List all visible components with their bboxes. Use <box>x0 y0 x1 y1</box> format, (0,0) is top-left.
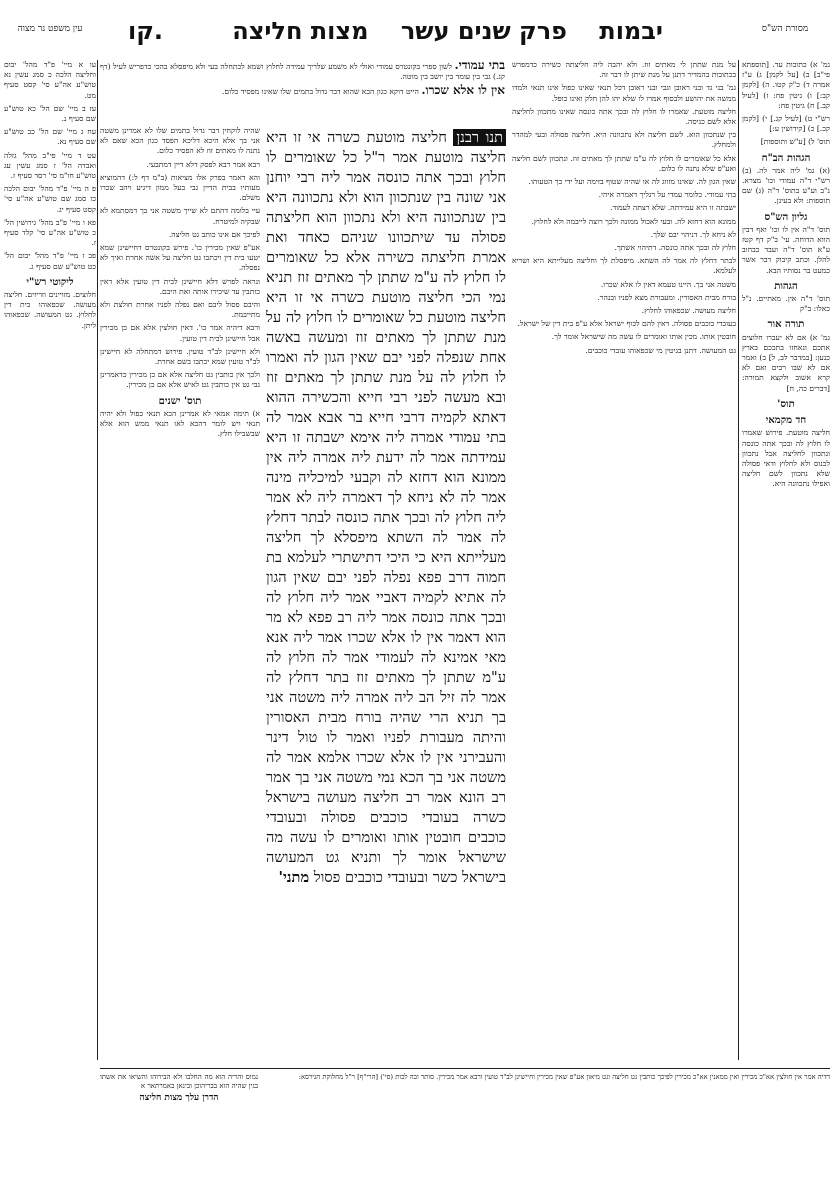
rashi-comment: חובטין אותו. מכין אותו ואומרים לו עשה מה שישראל אומר לך. <box>551 332 736 342</box>
footer-left-note <box>100 1073 258 1103</box>
tosafot-yeshanim-text: א) תימה אמאי לא אמרינן הכא תנאי כפול ולא יהיה תנאי ויש לומר דהכא לאו תנאי ממש הוא אלא שבשבילו חלץ. <box>100 408 260 439</box>
rashi-comment: ממונא הוא דחזא לה. ובעי לאכול ממונה ולכך רוצה לייבמה ולא לחלוץ. <box>531 216 736 226</box>
bach-heading: הגהות הב"ח <box>761 152 811 164</box>
tosafot-lead: בתי עמודי. <box>454 60 505 72</box>
tosafot-heading: תוס' <box>777 398 795 410</box>
tosafot-text: לשון ספרי בקונטרס עמודי ואולי לא משמע שלריך עמידה לחלוץ ושמא לכתחלה בעי ולא מיפסלא בהכי כדפריש לעיל (דף קג.) גבי בין עומד בין יושב בין מוטה. <box>100 62 505 82</box>
masoret-column <box>742 60 830 1060</box>
rashi-list <box>512 60 736 356</box>
likutei-rashi-heading: ליקוטי רש"י <box>26 276 74 288</box>
rashi-comment: על מנת שתתן לי מאתים זוז. ולא יהבה ליה חליצתה כשירה כדמפרש בכתובות בהמדיר דתנן על מנת שיתן לו דבר זה. <box>512 60 736 80</box>
ein-mishpat-item: עז ב מיי' שם הל' כא טוש"ע שם סעיף נ. <box>4 103 96 124</box>
tosafot-comment: לפיכך אם אינו כותב גט חליצה. <box>168 229 260 239</box>
tosafot-comment: שהיה לוקחין דבר גדול בתמים שלו לא אמרינן משטה אני בך אלא היכא דליכא הפסד כגון הכא שאם לא נתנה לו מאתים זוז לא הפסיד כלום. <box>100 126 260 156</box>
bach-text: (א) גמ' ליה אמר לה. (ב) רש"י ד"ה עמודי וכו' מצרא. נ"ב וע"ע בתוס' ד"ה (ג) שם תוספות: ולא בעינן. <box>742 165 830 206</box>
column-divider <box>97 60 98 1060</box>
chad-mikamai-text: חליצה מוטעת. פירוש שאמרו לו חלוץ לה ובכך אתה כונסה ונתכוון לחליצה אבל נתכוון לכנוס ולא לחלוץ ודאי פסולה שלא נתכוון לשם חליצה ואפילו נתכוונה היא. <box>742 428 830 489</box>
rashi-comment: גט המעושה. דתנן בגיטין מי שכפאוהו עובדי כוכבים. <box>585 345 736 355</box>
masoret-item: רש"י ט) [לעיל קג.] י) [לקמן קכ.] כ) [קידושין ע:] <box>742 114 830 134</box>
tosafot-comment: ונראה לפרש דלא חיישינן לבית דין טועין אלא דאין כותבין עד שיכירו אותה ואת היבם. <box>100 276 260 296</box>
torah-or-heading: תורה אור <box>767 319 805 331</box>
rashi-comment: בין שנתכוון הוא. לשם חליצה ולא נתכוונה היא. חליצה פסולה ובעי למהדר ולמחלץ. <box>512 130 736 150</box>
tosafot-comment: והיבם פסול ליבם ואם נפלה לפניו אחרת חולצת ולא מתייבמת. <box>100 300 260 320</box>
rashi-column <box>512 60 736 1045</box>
gemara-text: חליצה מוטעת כשרה אי זו היא חליצה מוטעת אמר ר"ל כל שאומרים לו חלוץ ובכך אתה כונסה אמר ליה רבי יוחנן אני שונה בין שנתכוון הוא ולא נתכוונה היא בין שנתכוונה היא ולא נתכוון הוא חליצתה פסולה עד שיתכוונו שניהם כאחד ואת אמרת חליצתה כשירה אלא כל שאומרים לו חלוץ לה ע"מ שתתן לך מאתים זוז תניא נמי הכי חליצה מוטעת כשרה אי זו היא חליצה מוטעת כל שאומרים לו חלוץ לה על מנת שתתן לך מאתים זוז ומעשה באשה אחת שנפלה לפני יבם שאין הגון לה ואמרו לו חלוץ לה על מנת שתתן לך מאתים זוז ובא מעשה לפני רבי חייא והכשירה ההוא דאתא לקמיה דרבי חייא בר אבא אמר לה בתי עמודי אמרה ליה אימא ישבתה זו היא עמידתה אמר לה ידעת ליה אמרה ליה אין ממונא הוא דחזא לה וקבעי למיכליה מינה אמר לה לא ניחא לך דאמרה ליה לא אמר ליה חלוץ לה ובכך אתה כונסה לבתר דחלץ לה אמר לה השתא מיפסלא לך חליצה מעלייתא היא כי היכי דתישתרי לעלמא בת חמוה דרב פפא נפלה לפני יבם שאין הגון לה אתיא לקמיה דאביי אמר ליה חלוץ לה ובכך אתה כונסה אמר ליה רב פפא לא מר הוא דאמר אין לו אלא שכרו אמר ליה אנא מאי אמינא לה לעמודי אמר לה חלוץ לה ע"מ שתתן לך מאתים זוז בתר דחלץ לה אמר לה זיל הב ליה אמרה ליה משטה אני בך תניא הרי שהיה בורח מבית האסורין והיתה מעבורת לפניו ואמר לו טול דינר והעבירני אין לו אלא שכרו אלמא אמר לה משטה אני בך הכא נמי משטה אני בך אמר רב הונא אמר רב חליצה מעושה בישראל כשרה בעובדי כוכבים פסולה ובעובדי כוכבים חובטין אותו ואומרים לו עשה מה שישראל אומר לך ותניא גט המעושה בישראל כשר ובעובדי כוכבים פסול <box>266 129 506 886</box>
masoret-hashas-label: מסורת הש"ס <box>761 24 809 34</box>
rashi-comment: בעובדי כוכבים פסולה. דאין להם לכוף ישראל אלא ע"פ בית דין של ישראל. <box>517 319 736 329</box>
hadran: הדרן עלך מצות חליצה <box>139 1093 219 1103</box>
rashi-comment: לא ניחא לך. דניהוי יבם שלך. <box>650 229 736 239</box>
mishnah-marker: מתני' <box>278 869 310 886</box>
ein-mishpat-item: פא ו מיי' פ"ב מהל' גירושין הל' כ טוש"ע אה"ע סי' קלד סעיף ז. <box>4 217 96 248</box>
tosafot-comment: ולא חיישינן לב"ד טועין. פירוש דמתחלה לא חיישינן לב"ד טועין שמא יכתבו בשם אחרת. <box>100 346 260 367</box>
rashi-comment: חליצה מוטעת. שאמרו לו חלוץ לה ובכך אתה כונסה שאינו מתכוון לחליצה אלא לשם כניסה. <box>512 106 736 127</box>
rashi-comment: אלא כל שאומרים לו חלוץ לה ע"מ שתתן לך מאתים זוז. ונתכוון לשם חליצה ואע"פ שלא נתנה לו כלום. <box>512 153 736 173</box>
ein-mishpat-item: פב ז מיי' פ"ד מהל' יבום הל' כט טוש"ע שם סעיף ג. <box>4 251 96 271</box>
ein-mishpat-item: פ ה מיי' פ"ד מהל' יבום הלכה כו סמג שם טוש"ע אה"ע סי' קסט סעיף יג. <box>4 184 96 214</box>
footer-left-text: נמוס והריה הוא מה החלבו ולא הבירוהו והשיאו את אשתו בגין שהיה הוא בבריהוכן ובינאן באמרתאר א <box>100 1073 258 1090</box>
rashi-comment: משטה אני בך. היינו טעמא דאין לו אלא שכרו. <box>600 279 736 289</box>
masoret-item: גמ' א) כתובות עד. [תוספתא פי"ב] ב) [על לקמן] ג) ע"ז אמרה ד) כ"ק קטו. ה) [לקמן קב:] ו) גיטין פח: ז) [לעיל קב.] ח) גיטין פח: <box>742 60 830 110</box>
tosafot-text: הייט דוקא כגון הכא שהוא דבר גדול בתמים שלו שאינו מפסיד כלום. <box>222 87 419 97</box>
folio-number: קו. <box>128 17 164 45</box>
rashi-comment: בתי עמודי. כלומר עמדי על רגליך דאמרה איהי. <box>598 190 736 200</box>
ein-mishpat-column <box>4 60 96 1060</box>
rashi-comment: לבתר דחלץ לה אמר לה השתא. מיפסלת לך וחליצה מעלייתא היא ושריא לעלמא. <box>512 256 736 276</box>
ein-mishpat-item: עח ג מיי' שם הל' כב טוש"ע שם סעיף נא. <box>4 127 96 147</box>
gilyon-text: תוס' ד"ה אין לו וכו' ואף דבין הווא הדוחה. עי' ב"ק דף קטז ע"א תוס' ד"ה ועבד כבחוב להלן. וכתב קיבוק דבר אשר כמעט בר נסותיו הבא. <box>742 224 830 275</box>
tosafot-comment: רבא אמר רבא לפסק דלא דיין דמתבעי. <box>146 159 260 169</box>
rashi-comment: חליצה מעושה. שכפאוהו לחלוץ. <box>641 306 736 316</box>
hagahot-text: תוס' ד"ה אין. מאתיים. נ"ל כאלו: ב"ק <box>742 294 830 314</box>
rashi-comment: ישבתה זו היא עמידתה. שלא רצתה לעמוד. <box>610 203 736 213</box>
masoret-item: תוס' ל) [ע"ש ותוספות] <box>760 137 830 147</box>
ein-mishpat-list <box>4 60 96 272</box>
tosafot-yeshanim-heading: תוס' ישנים <box>158 395 202 407</box>
tractate-name: יבמות <box>599 17 663 45</box>
rashi-comment: חלוץ לה ובכך אתה כונסה. דתיהוי אשתך. <box>614 243 736 253</box>
rashi-comment: בורח מבית האסורין. ומעבורת מצא לפניו ובנהר. <box>597 292 736 302</box>
gilyon-heading: גליון הש"ס <box>764 211 808 223</box>
chad-mikamai-heading: חד מקמאי <box>765 415 807 427</box>
hagahot-heading: הגהות <box>774 280 798 292</box>
tosafot-column <box>100 126 260 1046</box>
footer-notes: דדיה אמר אין חולצין אא"כ מכירין ואין ממאנין אא"כ מכירין לפיכך כותבין גט חליצה וגט מיאון אע"פ שאין מכירין וחיישינן לב"ד טועין ורבא אמר מכירין. סותר ובה לכות (סי') [הרי"ף] ר"ל מחלוקת הגירסא: <box>298 1073 830 1081</box>
tosafot-top <box>100 60 505 124</box>
gemara-opening-word: תנו רבנן <box>453 129 506 146</box>
rashi-comment: שאין הגון לה. שאינו מזווג לה או שהיה שטוף בזימה ועל ידי כך הטעוהו. <box>528 177 736 187</box>
chapter-number: פרק שנים עשר <box>400 17 567 45</box>
likutei-rashi-text: חלוצים. מזויינים וזריזים. חליצה מעושה. שכפאוהו בית דין לחלוץ. גט המעושה. שכפאוהו ליתן. <box>4 290 96 330</box>
chapter-name: מצות חליצה <box>232 17 369 45</box>
footer-divider <box>100 1068 830 1069</box>
tosafot-lead: אין לו אלא שכרו. <box>421 83 505 98</box>
tosafot-list <box>100 126 260 391</box>
ein-mishpat-label: עין משפט נר מצוה <box>17 24 83 34</box>
ein-mishpat-item: עט ד מיי' פי"ב מהל' גזלה ואבדה הל' ז סמג עשין עג טוש"ע חו"מ סי' רסד סעיף ז. <box>4 150 96 181</box>
column-divider <box>738 60 739 1060</box>
tosafot-comment: ולכך אין כותבין גט חליצה אלא אם כן מכירין כדאמרינן גבי גט אין כותבין גט לאיש אלא אם כן מכירין. <box>100 370 260 390</box>
torah-or-text: גמ' א) אם לא יעברו חלוצים אתכם ונאחזו בתככם בארץ כנען: [במדבר לב, ל] ב) ואמר אם לא שבו רבים ואם לא קרא אשוב ולקצא תמורה: [דברים כה, ח] <box>742 332 830 393</box>
rashi-comment: גמ' בני גד ובני ראובן וגבי ובני ראובן דכל תנאי שאינו כפול אינו תנאי ולמדו ממשה את יהושע ולבסוף אמרו לו שלא יהו להן חלק ואינו כופל. <box>512 83 736 103</box>
tosafot-comment: ורבא דיהיה אמר כו'. דאין חולצין אלא אם כן מכירין אבל חיישינן לבית דין טועין. <box>100 323 260 343</box>
ein-mishpat-item: עו א מיי' פ"ד מהל' יבום וחליצה הלכה כ סמג עשין נא טוש"ע אה"ע סי' קסט סעיף מט. <box>4 60 96 100</box>
tosafot-comment: עיי בלומה דהתם לא שייך משטה אני בך דמסתמא לא שבקיה למיטרח. <box>100 206 260 226</box>
page-title <box>225 16 675 46</box>
gemara-main-text <box>266 128 506 1046</box>
tosafot-comment: והא דאמר בפרק אלו מציאות (ב"מ דף ל:) דהמוציא מעותיו בבית הדיין גבי בעל ממון דיגיע ויהב שכרו משלם. <box>100 172 260 203</box>
tosafot-comment: אע"פ שאין מכירין כו'. פירש בקונטרס דחיישינן שמא יטעו בית דין ויכתבו גט חליצה על אשה אחרת ואיך לא נפסלה. <box>100 243 260 273</box>
